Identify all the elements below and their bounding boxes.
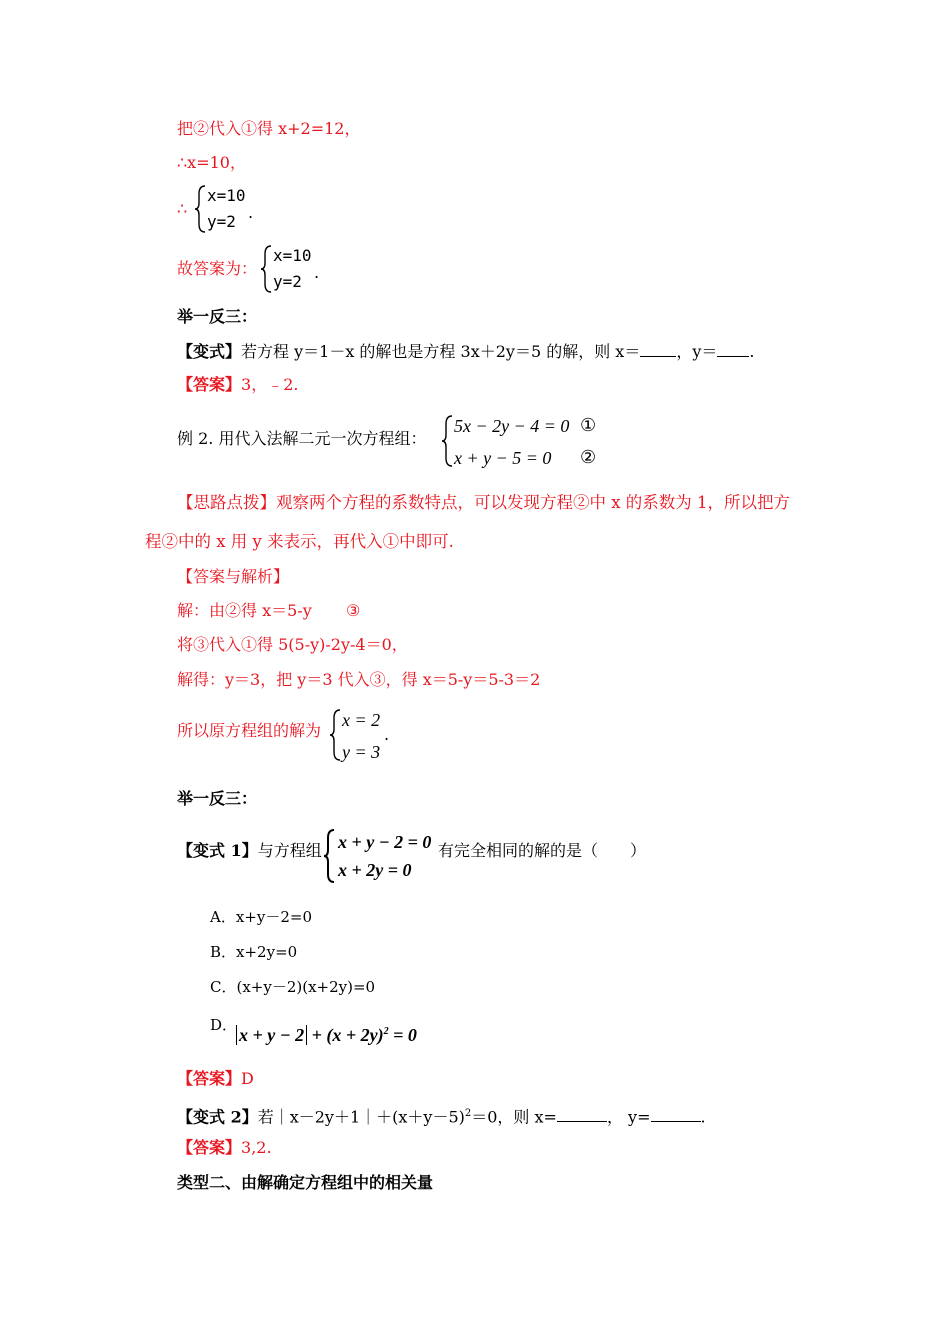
- option-d-end: = 0: [388, 1025, 417, 1045]
- solution-brace: [328, 708, 342, 762]
- blank-y[interactable]: [717, 340, 749, 357]
- hint-line-1: 【思路点拨】观察两个方程的系数特点，可以发现方程②中 x 的系数为 1，所以把方: [177, 493, 791, 512]
- variant-1-brace: [322, 828, 336, 884]
- variant-1-eq-2: x + 2y = 0: [338, 860, 412, 880]
- option-d-sup: 2: [383, 1026, 389, 1037]
- solution-line-2: ∴x=10，: [177, 153, 246, 172]
- variant-1-answer-tag: 【答案】: [177, 1069, 242, 1088]
- variant-1-answer-value: D: [241, 1069, 254, 1088]
- variant-2-text-c: ， y=: [606, 1107, 651, 1127]
- variant-2-blank-x[interactable]: [557, 1105, 607, 1122]
- answer-label: 故答案为：: [177, 259, 258, 278]
- variant-question: [177, 340, 754, 363]
- example-2-mark-2: ②: [580, 447, 597, 468]
- example-2-eq-1: 5x − 2y − 4 = 0: [454, 416, 570, 436]
- hint-line-2: 程②中的 x 用 y 来表示，再代入①中即可.: [145, 532, 454, 551]
- variant-answer: [177, 374, 298, 396]
- solution-system-eq-2: y = 3: [342, 742, 381, 762]
- variant-2-answer-value: 3,2.: [241, 1138, 272, 1157]
- variant-2-blank-y[interactable]: [651, 1105, 701, 1122]
- variant-text-a: 若方程 y＝1－x 的解也是方程 3x＋2y＝5 的解，则 x＝: [241, 342, 641, 361]
- option-a[interactable]: A．x+y－2=0: [210, 908, 312, 926]
- variant-2-tag: 【变式 2】: [177, 1107, 258, 1127]
- system-1-period: .: [248, 203, 254, 222]
- option-b[interactable]: B．x+2y=0: [210, 943, 298, 961]
- answer-value: 3，﹣2.: [241, 375, 299, 394]
- variant-1-suffix: 有完全相同的解的是（ ）: [438, 841, 647, 860]
- variant-2-text-a: 若｜x－2y＋1｜＋(x＋y－5): [257, 1107, 465, 1127]
- variant-2-text-b: ＝0，则 x=: [471, 1107, 557, 1127]
- answer-analysis-heading: 【答案与解析】: [177, 567, 290, 586]
- example-2-mark-1: ①: [580, 415, 597, 436]
- variant-2-question: [177, 1103, 706, 1128]
- system-1-eq-2: y=2: [207, 212, 236, 231]
- option-d-rest: + (x + 2y): [307, 1025, 384, 1045]
- solution-system-eq-1: x = 2: [342, 710, 381, 730]
- solution-conclusion: 所以原方程组的解为: [177, 721, 322, 740]
- system-brace-1: [193, 184, 207, 234]
- solution-step-1: 解：由②得 x＝5-y: [177, 601, 312, 620]
- variant-2-answer-tag: 【答案】: [177, 1138, 242, 1157]
- example-2-eq-2: x + y − 5 = 0: [454, 448, 552, 468]
- variant-1-eq-1: x + y − 2 = 0: [338, 832, 432, 852]
- variant-text-b: ，y＝: [676, 342, 718, 361]
- option-d-label[interactable]: D．: [210, 1016, 238, 1034]
- variant-2-text-d: .: [700, 1107, 706, 1127]
- variant-1-answer: [177, 1068, 254, 1090]
- system-1-eq-1: x=10: [207, 186, 246, 205]
- system-2-eq-1: x=10: [273, 246, 312, 265]
- solution-step-2: 将③代入①得 5(5-y)-2y-4＝0，: [177, 635, 408, 654]
- solution-step-1-mark: ③: [346, 601, 361, 620]
- therefore-symbol: ∴: [177, 199, 188, 218]
- variant-1-text: 与方程组: [257, 841, 322, 860]
- section-heading-type-2: 类型二、由解确定方程组中的相关量: [177, 1173, 434, 1192]
- variant-1-prefix: [177, 840, 322, 862]
- example-2-brace: [440, 414, 454, 468]
- practice-heading-2: 举一反三：: [177, 789, 258, 808]
- option-c[interactable]: C．(x+y－2)(x+2y)=0: [210, 978, 376, 996]
- blank-x[interactable]: [640, 340, 676, 357]
- option-d-abs: x + y − 2: [236, 1025, 307, 1045]
- solution-line-1: 把②代入①得 x+2=12，: [177, 119, 361, 138]
- variant-text-c: .: [749, 342, 755, 361]
- answer-tag: 【答案】: [177, 375, 242, 394]
- system-2-eq-2: y=2: [273, 272, 302, 291]
- practice-heading-1: 举一反三：: [177, 307, 258, 326]
- system-2-period: .: [314, 263, 320, 282]
- system-brace-2: [259, 244, 273, 294]
- solution-step-3: 解得：y＝3，把 y＝3 代入③，得 x＝5-y＝5-3＝2: [177, 670, 541, 689]
- variant-2-answer: [177, 1137, 272, 1159]
- variant-2-sup: 2: [464, 1108, 472, 1119]
- example-2-label: 例 2. 用代入法解二元一次方程组：: [177, 429, 427, 448]
- solution-system-period: .: [384, 725, 390, 744]
- option-d-expression[interactable]: [236, 1020, 417, 1047]
- variant-1-tag: 【变式 1】: [177, 841, 258, 860]
- variant-tag: 【变式】: [177, 342, 242, 361]
